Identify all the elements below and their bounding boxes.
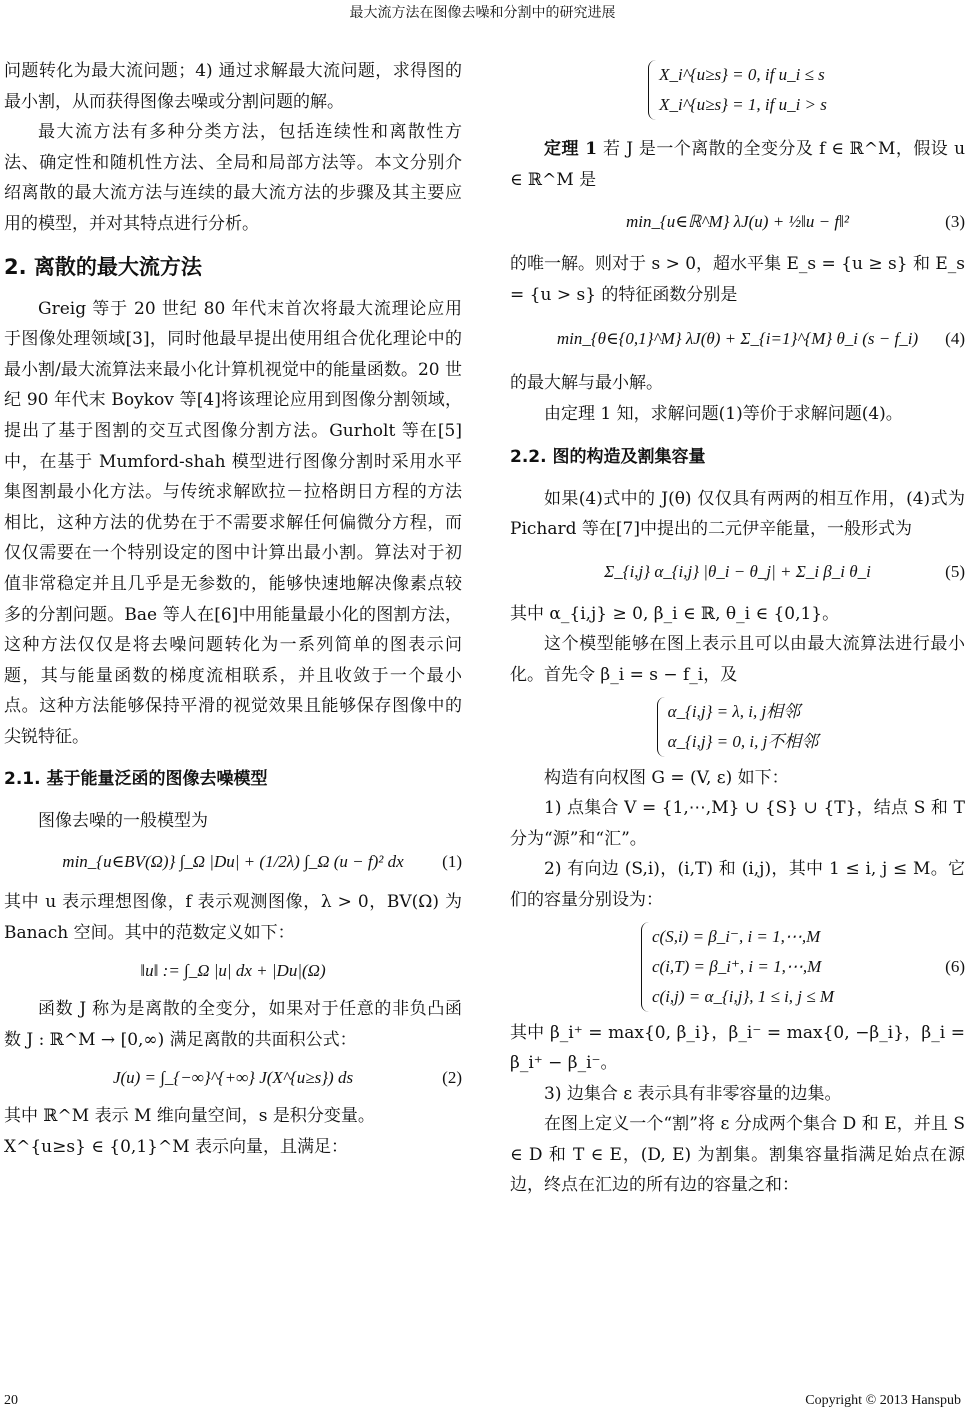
case-line: c(S,i) = β_i⁻, i = 1,⋯,M [651, 926, 821, 946]
subsection-heading: 2.1. 基于能量泛函的图像去噪模型 [4, 769, 268, 790]
equation-body: J(u) = ∫_{−∞}^{+∞} J(X^{u≥s}) ds [112, 1068, 354, 1088]
equation-number: (6) [945, 956, 965, 976]
paragraph: 这个模型能够在图上表示且可以由最大流算法进行最小化。首先令 β_i = s − f_i，及 [510, 634, 965, 685]
case-line: X_i^{u≥s} = 1, if u_i > s [659, 95, 827, 114]
case-line: c(i,j) = α_{i,j}, 1 ≤ i, j ≤ M [651, 986, 835, 1006]
paragraph: 的最大解与最小解。 [510, 373, 663, 394]
equation-norm [4, 956, 462, 986]
equation-body: Σ_{i,j} α_{i,j} |θ_i − θ_j| + Σ_i β_i θ_i [604, 561, 871, 581]
right-column [510, 56, 965, 1201]
paragraph: 1) 点集合 V = {1,⋯,M} ∪ {S} ∪ {T}，结点 S 和 T 分为“源”和“汇”。 [510, 798, 965, 849]
paragraph: 函数 J 称为是离散的全变分，如果对于任意的非负凸函数 J : ℝ^M → [0,∞) 满足离散的共面积公式： [4, 999, 462, 1050]
equation-4 [510, 324, 965, 354]
equation-body: min_{u∈ℝ^M} λJ(u) + ½‖u − f‖² [625, 212, 850, 232]
copyright: Copyright © 2013 Hanspub [805, 1393, 961, 1408]
equation-body: min_{θ∈{0,1}^M} λJ(θ) + Σ_{i=1}^{M} θ_i (s − f_i) [556, 329, 919, 349]
paragraph: 其中 β_i⁺ = max{0, β_i}，β_i⁻ = max{0, −β_i}，β_i = β_i⁺ − β_i⁻。 [510, 1022, 965, 1074]
theorem-text: 若 J 是一个离散的全变分及 f ∈ ℝ^M，假设 u ∈ ℝ^M 是 [510, 139, 965, 190]
section-heading: 2. 离散的最大流方法 [4, 254, 202, 279]
cases-brace [648, 60, 827, 120]
paragraph: X^{u≥s} ∈ {0,1}^M 表示向量，且满足： [4, 1137, 349, 1158]
equation-6 [510, 922, 965, 1012]
case-line: c(i,T) = β_i⁺, i = 1,⋯,M [651, 956, 822, 976]
subsection-heading: 2.2. 图的构造及割集容量 [510, 446, 706, 467]
paragraph: 其中 ℝ^M 表示 M 维向量空间，s 是积分变量。 [4, 1106, 375, 1127]
case-line: α_{i,j} = λ, i, j相邻 [667, 701, 801, 721]
equation-3 [510, 207, 965, 237]
paragraph: Greig 等于 20 世纪 80 年代末首次将最大流理论应用于图像处理领域[3]，同时他最早提出使用组合优化理论中的最小割/最大流算法来最小化计算机视觉中的能量函数。20 世纪 90 年代末 Boykov 等[4]将该理论应用到图像分割领域，提出了基于图割的交互式图像分割方法。Gurholt 等在[5]中，在基于 Mumford-shah 模型进行图像分割时采用水平集图割最小化方法。与传统求解欧拉－拉格朗日方程的方法相比，这种方法的优势在于不需要求解任何偏微分方程，而仅仅需要在一个特别设定的图中计算出最小割。算法对于初值非常稳定并且几乎是无参数的，能够快速地解决像素点较多的分割问题。Bae 等人在[6]中用能量最小化的图割方法，这种方法仅仅是将去噪问题转化为一系列简单的图表示问题，其与能量函数的梯度流相联系，并且收敛于一个最小点。这种方法能够保持平滑的视觉效果且能够保存图像中的尖锐特征。 [4, 298, 462, 747]
equation-1 [4, 847, 462, 877]
paragraph: 其中 α_{i,j} ≥ 0, β_i ∈ ℝ, θ_i ∈ {0,1}。 [510, 603, 840, 624]
paragraph: 2) 有向边 (S,i)，(i,T) 和 (i,j)，其中 1 ≤ i, j ≤ M。它们的容量分别设为： [510, 859, 965, 910]
page-number: 20 [4, 1393, 18, 1408]
equation-alpha [510, 697, 965, 757]
cases-brace [641, 922, 834, 1012]
theorem-label: 定理 1 [544, 139, 598, 159]
equation-number: (4) [945, 329, 965, 349]
paragraph: 构造有向权图 G = (V, ε) 如下： [544, 767, 789, 788]
equation-number: (1) [442, 852, 462, 872]
equation-5 [510, 557, 965, 587]
paragraph: 在图上定义一个“割”将 ε 分成两个集合 D 和 E，并且 S ∈ D 和 T ∈ E，(D, E) 为割集。割集容量指满足始点在源边，终点在汇边的所有边的容量之和： [510, 1114, 965, 1196]
paragraph: 如果(4)式中的 J(θ) 仅仅具有两两的相互作用，(4)式为 Pichard 等在[7]中提出的二元伊辛能量，一般形式为 [510, 488, 965, 540]
paragraph: 图像去噪的一般模型为 [38, 811, 208, 832]
equation-number: (3) [945, 212, 965, 232]
paragraph: 问题转化为最大流问题；4) 通过求解最大流问题，求得图的最小割，从而获得图像去噪或分割问题的解。 [4, 61, 462, 112]
equation-indicator [510, 60, 965, 120]
case-line: X_i^{u≥s} = 0, if u_i ≤ s [659, 65, 825, 84]
case-line: α_{i,j} = 0, i, j不相邻 [667, 731, 819, 751]
cases-brace [657, 697, 819, 757]
paragraph: 其中 u 表示理想图像，f 表示观测图像，λ > 0，BV(Ω) 为 Banach 空间。其中的范数定义如下： [4, 892, 462, 943]
equation-body: min_{u∈BV(Ω)} ∫_Ω |Du| + (1/2λ) ∫_Ω (u − f)² dx [62, 852, 404, 872]
running-header: 最大流方法在图像去噪和分割中的研究进展 [349, 5, 616, 21]
equation-2 [4, 1063, 462, 1093]
paragraph: 3) 边集合 ε 表示具有非零容量的边集。 [544, 1083, 842, 1104]
paragraph: 最大流方法有多种分类方法，包括连续性和离散性方法、确定性和随机性方法、全局和局部方法等。本文分别介绍离散的最大流方法与连续的最大流方法的步骤及其主要应用的模型，并对其特点进行分析。 [4, 122, 462, 234]
paragraph: 的唯一解。则对于 s > 0，超水平集 E_s = {u ≥ s} 和 E_s = {u > s} 的特征函数分别是 [510, 254, 965, 305]
left-column [4, 56, 462, 1163]
equation-number: (5) [945, 561, 965, 581]
equation-number: (2) [442, 1068, 462, 1088]
equation-body: ‖u‖ := ∫_Ω |u| dx + |Du|(Ω) [140, 961, 326, 981]
theorem [510, 134, 965, 195]
paragraph: 由定理 1 知，求解问题(1)等价于求解问题(4)。 [544, 403, 903, 424]
